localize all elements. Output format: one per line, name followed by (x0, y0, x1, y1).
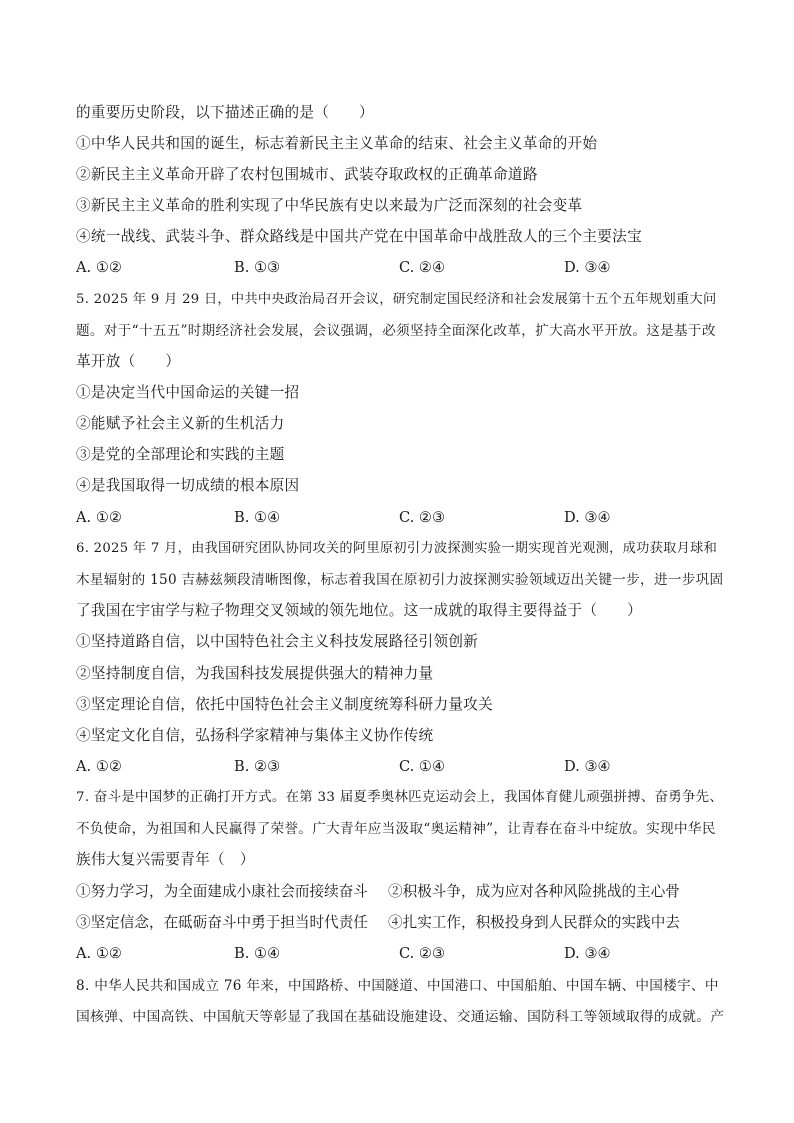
q5-stem-line-2: 题。对于“十五五”时期经济社会发展，会议强调，必须坚持全面深化改革，扩大高水平开放。这是基于改 (76, 323, 716, 339)
q7-option-d[interactable]: D. ③④ (564, 945, 611, 962)
q6-option-b[interactable]: B. ②③ (234, 758, 281, 775)
q5-statement-3: ③是党的全部理论和实践的主题 (76, 446, 285, 463)
q4-stem-line: 的重要历史阶段，以下描述正确的是（ ） (76, 104, 374, 121)
q7-statement-2: ②积极斗争，成为应对各种风险挑战的主心骨 (388, 883, 680, 900)
q4-statement-3: ③新民主主义革命的胜利实现了中华民族有史以来最为广泛而深刻的社会变革 (76, 197, 583, 214)
q7-stem-line-3: 族伟大复兴需要青年（ ） (76, 851, 255, 868)
q5-statement-4: ④是我国取得一切成绩的根本原因 (76, 477, 300, 494)
q4-option-a[interactable]: A. ①② (76, 259, 122, 276)
q5-stem-line-3: 革开放（ ） (76, 353, 181, 370)
q8-stem-line-2: 国核弹、中国高铁、中国航天等彰显了我国在基础设施建设、交通运输、国防科工等领域取得的成就。产 (76, 1009, 725, 1025)
q5-option-b[interactable]: B. ①④ (234, 509, 281, 526)
q4-option-c[interactable]: C. ②④ (399, 259, 446, 276)
q5-statement-2: ②能赋予社会主义新的生机活力 (76, 415, 285, 432)
q6-statement-4: ④坚定文化自信，弘扬科学家精神与集体主义协作传统 (76, 727, 434, 744)
q8-stem-line-1: 8. 中华人民共和国成立 76 年来，中国路桥、中国隧道、中国港口、中国船舶、中国车辆、中国楼宇、中 (76, 978, 719, 994)
q6-statement-1: ①坚持道路自信，以中国特色社会主义科技发展路径引领创新 (76, 633, 479, 650)
q6-option-a[interactable]: A. ①② (76, 758, 122, 775)
q7-stem-line-2: 不负使命，为祖国和人民赢得了荣誉。广大青年应当汲取“奥运精神”，让青春在奋斗中绽放。实现中华民 (76, 821, 716, 837)
q6-option-d[interactable]: D. ③④ (564, 758, 611, 775)
q7-statement-1: ①努力学习，为全面建成小康社会而接续奋斗 (76, 883, 368, 900)
q7-statement-3: ③坚定信念，在砥砺奋斗中勇于担当时代责任 (76, 914, 368, 931)
q5-option-c[interactable]: C. ②③ (399, 509, 446, 526)
q6-statement-2: ②坚持制度自信，为我国科技发展提供强大的精神力量 (76, 665, 434, 682)
q5-option-a[interactable]: A. ①② (76, 509, 122, 526)
q7-option-c[interactable]: C. ②③ (399, 945, 446, 962)
q4-statement-1: ①中华人民共和国的诞生，标志着新民主主义革命的结束、社会主义革命的开始 (76, 135, 598, 152)
q6-stem-line-3: 了我国在宇宙学与粒子物理交叉领域的领先地位。这一成就的取得主要得益于（ ） (76, 602, 642, 619)
q6-statement-3: ③坚定理论自信，依托中国特色社会主义制度统筹科研力量攻关 (76, 696, 494, 713)
q4-option-b[interactable]: B. ①③ (234, 259, 281, 276)
q6-stem-line-1: 6. 2025 年 7 月，由我国研究团队协同攻关的阿里原初引力波探测实验一期实现首光观测，成功获取月球和 (76, 541, 718, 556)
q5-statement-1: ①是决定当代中国命运的关键一招 (76, 384, 300, 401)
q4-statement-2: ②新民主主义革命开辟了农村包围城市、武装夺取政权的正确革命道路 (76, 166, 538, 183)
q7-option-a[interactable]: A. ①② (76, 945, 122, 962)
q4-statement-4: ④统一战线、武装斗争、群众路线是中国共产党在中国革命中战胜敌人的三个主要法宝 (76, 228, 642, 245)
q4-option-d[interactable]: D. ③④ (564, 259, 611, 276)
q7-stem-line-1: 7. 奋斗是中国梦的正确打开方式。在第 33 届夏季奥林匹克运动会上，我国体育健儿顽强拼搏、奋勇争先、 (76, 790, 724, 805)
q7-option-b[interactable]: B. ①④ (234, 945, 281, 962)
q6-option-c[interactable]: C. ①④ (399, 758, 446, 775)
q7-statement-4: ④扎实工作，积极投身到人民群众的实践中去 (388, 914, 680, 931)
q5-stem-line-1: 5. 2025 年 9 月 29 日，中共中央政治局召开会议，研究制定国民经济和社会发展第十五个五年规划重大问 (76, 292, 717, 307)
q5-option-d[interactable]: D. ③④ (564, 509, 611, 526)
q6-stem-line-2: 木星辐射的 150 吉赫兹频段清晰图像，标志着我国在原初引力波探测实验领域迈出关键一步，进一步巩固 (76, 572, 724, 588)
